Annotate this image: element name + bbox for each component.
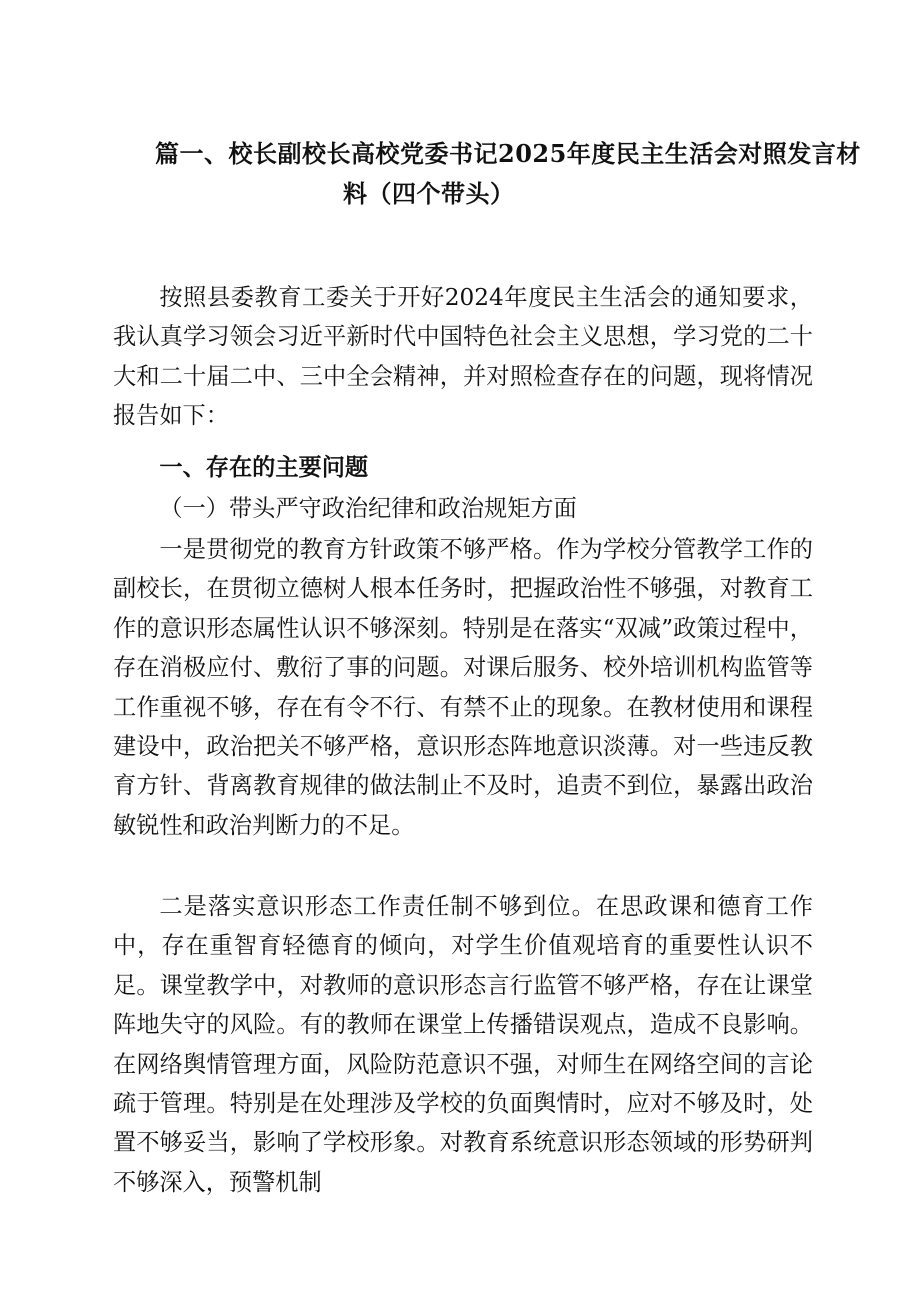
- title-line-2: 料（四个带头）: [343, 179, 515, 208]
- section-heading-1: 一、存在的主要问题: [159, 454, 369, 481]
- subsection-heading-1: （一）带头严守政治纪律和政治规矩方面: [159, 495, 577, 522]
- paragraph-1: 一是贯彻党的教育方针政策不够严格。作为学校分管教学工作的副校长，在贯彻立德树人根本任务时，把握政治性不够强，对教育工作的意识形态属性认识不够深刻。特别是在落实“双减”政策过程中，存在消极应付、敷衍了事的问题。对课后服务、校外培训机构监管等工作重视不够，存在有令不行、有禁不止的现象。在教材使用和课程建设中，政治把关不够严格，意识形态阵地意识淡薄。对一些违反教育方针、背离教育规律的做法制止不及时，追责不到位，暴露出政治敏锐性和政治判断力的不足。: [113, 536, 813, 839]
- intro-paragraph: 按照县委教育工委关于开好2024年度民主生活会的通知要求，我认真学习领会习近平新时代中国特色社会主义思想，学习党的二十大和二十届二中、三中全会精神，并对照检查存在的问题，现将情况报告如下：: [113, 284, 813, 430]
- paragraph-2: 二是落实意识形态工作责任制不够到位。在思政课和德育工作中，存在重智育轻德育的倾向，对学生价值观培育的重要性认识不足。课堂教学中，对教师的意识形态言行监管不够严格，存在让课堂阵地失守的风险。有的教师在课堂上传播错误观点，造成不良影响。在网络舆情管理方面，风险防范意识不强，对师生在网络空间的言论疏于管理。特别是在处理涉及学校的负面舆情时，应对不够及时，处置不够妥当，影响了学校形象。对教育系统意识形态领域的形势研判不够深入，预警机制: [113, 893, 813, 1196]
- document-title: [155, 134, 861, 214]
- title-line-1: 篇一、校长副校长高校党委书记2025年度民主生活会对照发言材: [155, 139, 861, 168]
